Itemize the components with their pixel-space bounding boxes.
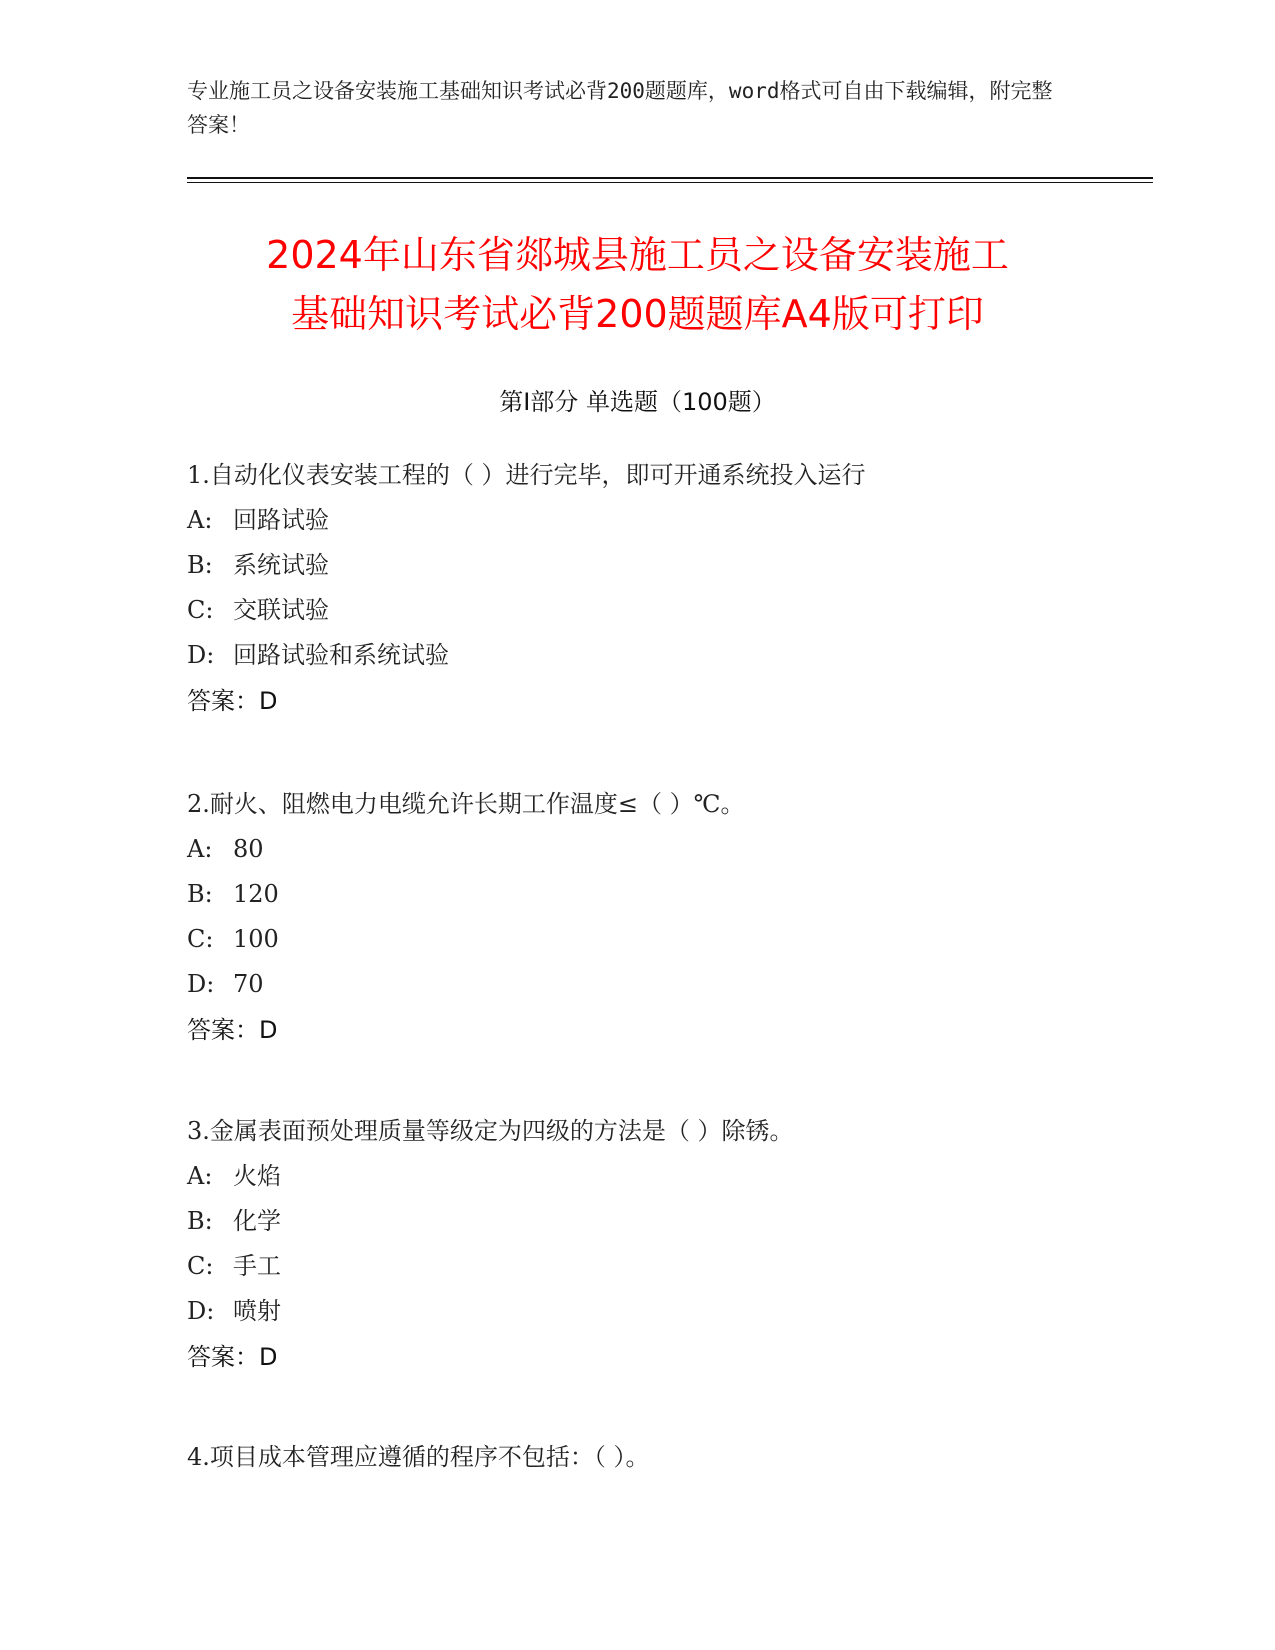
option-d: [187, 1289, 1167, 1334]
option-letter: A:: [187, 835, 213, 863]
option-a: [187, 827, 1167, 872]
option-b: [187, 543, 1167, 588]
document-title-line-1: 2024年山东省郯城县施工员之设备安装施工: [266, 233, 1009, 277]
option-text: 回路试验和系统试验: [233, 641, 449, 669]
option-text: 80: [233, 835, 264, 863]
header-divider-thin: [187, 182, 1153, 183]
document-title: [100, 226, 1175, 344]
question-text: 1.自动化仪表安装工程的（ ）进行完毕，即可开通系统投入运行: [187, 461, 866, 489]
option-text: 70: [233, 970, 264, 998]
option-a: [187, 1154, 1167, 1199]
option-c: [187, 917, 1167, 962]
option-text: 回路试验: [233, 506, 329, 534]
option-letter: C:: [187, 596, 214, 624]
option-letter: B:: [187, 880, 213, 908]
option-c: [187, 1244, 1167, 1289]
option-text: 化学: [233, 1207, 281, 1235]
option-letter: B:: [187, 1207, 213, 1235]
option-letter: D:: [187, 970, 215, 998]
question-text: 2.耐火、阻燃电力电缆允许长期工作温度≤（ ）℃。: [187, 790, 745, 818]
option-text: 喷射: [233, 1297, 281, 1325]
option-text: 120: [233, 880, 279, 908]
option-letter: D:: [187, 1297, 215, 1325]
question-text: 3.金属表面预处理质量等级定为四级的方法是（ ）除锈。: [187, 1117, 794, 1145]
question-2: [187, 781, 1167, 1053]
section-title: 第Ⅰ部分 单选题（100题）: [499, 388, 776, 416]
answer-line: 答案：D: [187, 1016, 278, 1044]
option-letter: B:: [187, 551, 213, 579]
option-b: [187, 872, 1167, 917]
question-3: [187, 1108, 1167, 1380]
option-text: 100: [233, 925, 279, 953]
header-note: 专业施工员之设备安装施工基础知识考试必背200题题库，word格式可自由下载编辑，附完整答案！: [187, 79, 1053, 137]
option-letter: A:: [187, 1162, 213, 1190]
question-4: [187, 1434, 1167, 1480]
option-letter: C:: [187, 925, 214, 953]
header-divider-thick: [187, 177, 1153, 179]
question-text: 4.项目成本管理应遵循的程序不包括：（ ）。: [187, 1443, 650, 1471]
option-letter: C:: [187, 1252, 214, 1280]
answer-line: 答案：D: [187, 687, 278, 715]
option-text: 手工: [233, 1252, 281, 1280]
option-c: [187, 588, 1167, 633]
option-a: [187, 498, 1167, 543]
option-b: [187, 1199, 1167, 1244]
option-text: 交联试验: [233, 596, 329, 624]
option-d: [187, 962, 1167, 1007]
option-d: [187, 633, 1167, 678]
option-text: 系统试验: [233, 551, 329, 579]
option-text: 火焰: [233, 1162, 281, 1190]
document-title-line-2: 基础知识考试必背200题题库A4版可打印: [291, 292, 984, 336]
option-letter: D:: [187, 641, 215, 669]
option-letter: A:: [187, 506, 213, 534]
answer-line: 答案：D: [187, 1343, 278, 1371]
question-1: [187, 452, 1167, 724]
